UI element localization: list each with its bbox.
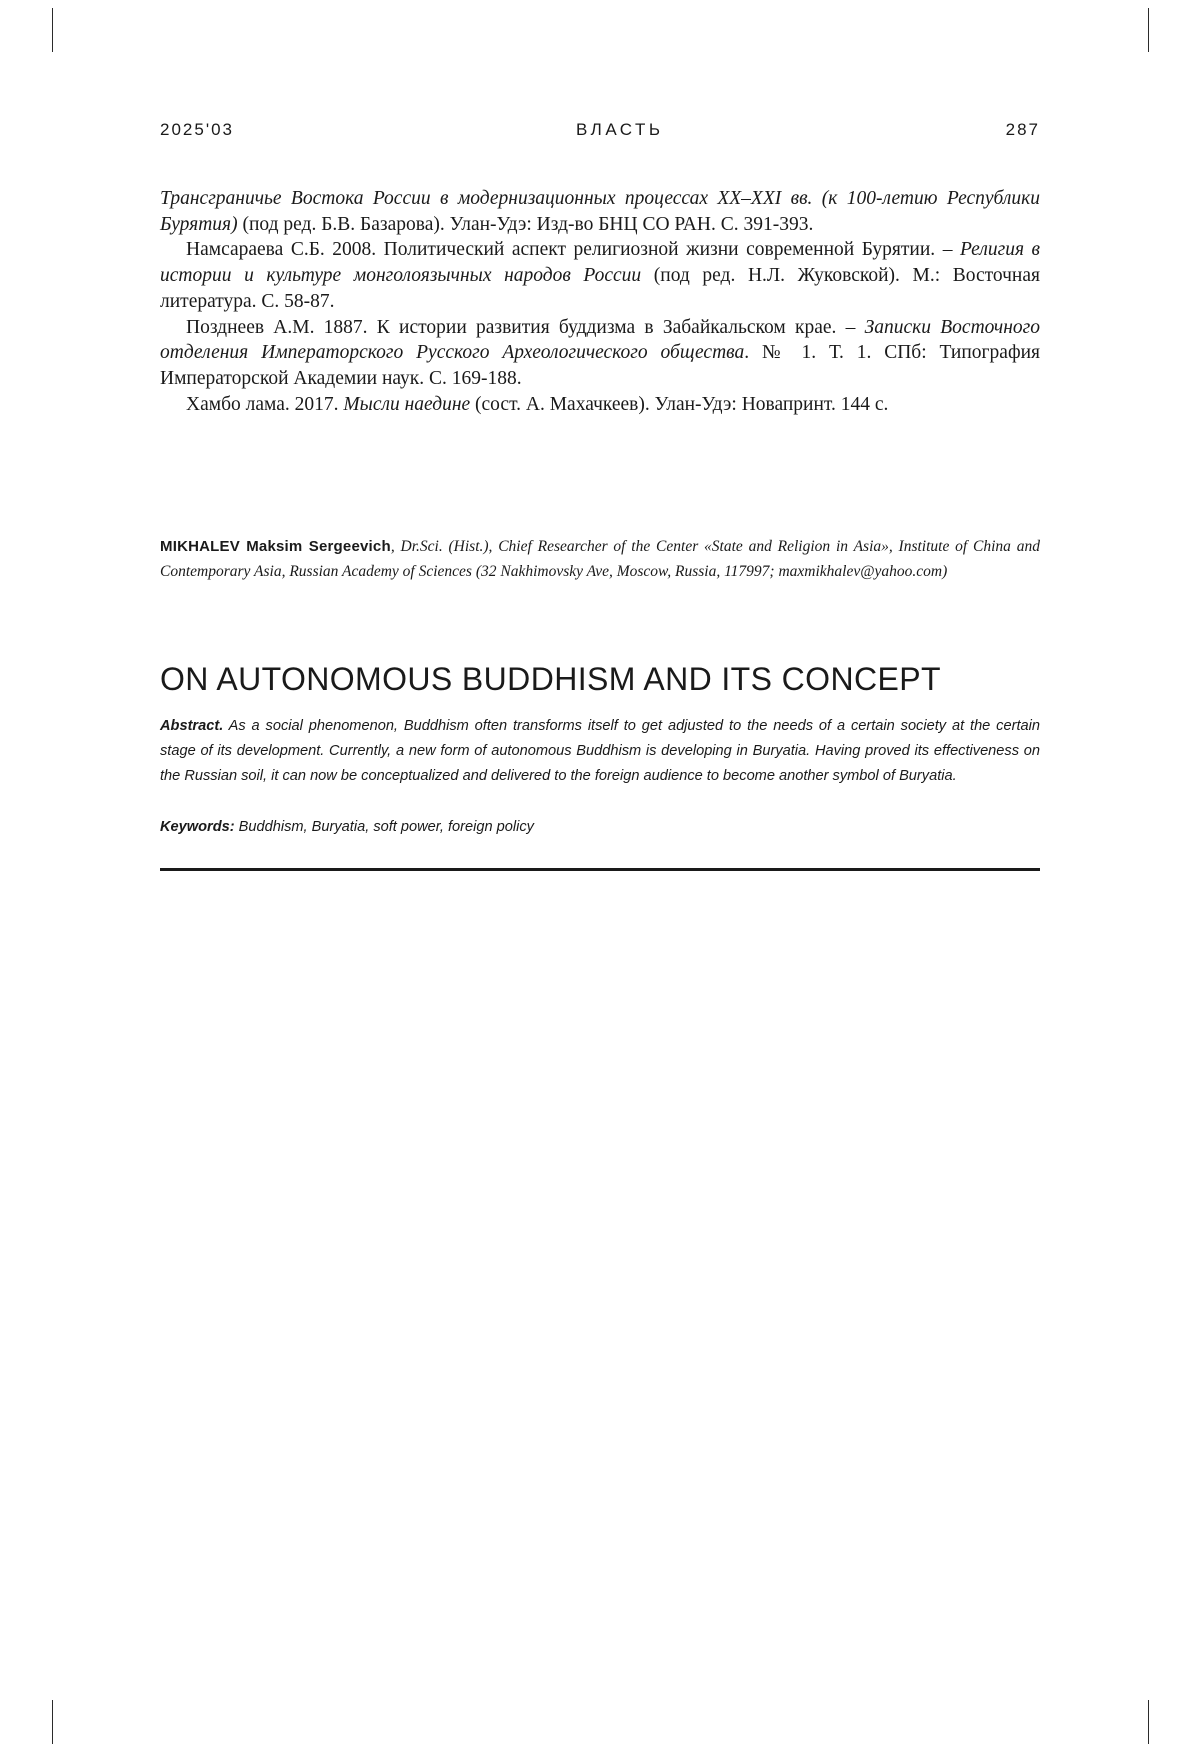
page-title: ON AUTONOMOUS BUDDHISM AND ITS CONCEPT <box>160 661 941 698</box>
abstract-block <box>160 714 1040 789</box>
page-content <box>160 0 1040 1750</box>
crop-mark-top-right <box>1148 8 1149 52</box>
reference-post: (сост. А. Махачкеев). Улан-Удэ: Новапринт. 144 с. <box>470 393 889 415</box>
reference-pre: Хамбо лама. 2017. <box>186 393 344 415</box>
author-name: MIKHALEV Maksim Sergeevich <box>160 538 391 555</box>
reference-pre: Намсараева С.Б. 2008. Политический аспект религиозной жизни современной Бурятии. – <box>186 239 960 261</box>
reference-post: . № 1. Т. 1. СПб: Типография Императорской Академии наук. С. 169-188. <box>160 342 1040 390</box>
page-number: 287 <box>1005 120 1040 139</box>
abstract-label: Abstract. <box>160 718 224 734</box>
issue-label: 2025'03 <box>160 120 234 139</box>
crop-mark-bottom-right <box>1148 1700 1149 1744</box>
reference-rest: (под ред. Б.В. Базарова). Улан-Удэ: Изд-во БНЦ СО РАН. С. 391-393. <box>237 213 814 235</box>
running-head <box>160 120 1040 140</box>
author-affiliation-note <box>160 534 1040 584</box>
reference-title-italic: Мысли наедине <box>343 393 471 415</box>
reference-title-italic: Религия в истории и культуре монголоязычных народов России <box>160 239 1041 287</box>
reference-pre: Позднеев А.М. 1887. К истории развития буддизма в Забайкальском крае. – <box>186 316 865 338</box>
crop-mark-bottom-left <box>52 1700 53 1744</box>
keywords-text: Buddhism, Buryatia, soft power, foreign policy <box>234 819 534 835</box>
reference-post: (под ред. Н.Л. Жуковской). М.: Восточная литература. С. 58-87. <box>160 265 1040 312</box>
list-item <box>160 237 1040 314</box>
reference-title-italic: Трансграничье Востока России в модернизационных процессах XX–XXI вв. (к 100-летию Республики Бурятия) <box>160 188 1040 235</box>
list-item <box>160 392 1040 418</box>
reference-list <box>160 186 1040 418</box>
abstract-text: As a social phenomenon, Buddhism often transforms itself to get adjusted to the needs of a certain society at the certain stage of its development. Currently, a new form of autonomous Buddhism is developing in Buryatia. Having proved its effectiveness on the Russian soil, it can now be conceptualized and delivered to the foreign audience to become another symbol of Buryatia. <box>160 718 1040 785</box>
author-details: , Dr.Sci. (Hist.), Chief Researcher of the Center «State and Religion in Asia», Institute of China and Contemporary Asia, Russian Academy of Sciences (32 Nakhimovsky Ave, Moscow, Russia, 117997; maxmikhalev@yahoo.com) <box>160 538 1040 581</box>
list-item <box>160 315 1040 392</box>
journal-title: ВЛАСТЬ <box>576 120 664 139</box>
keywords-label: Keywords: <box>160 819 235 835</box>
reference-title-italic: Записки Восточного отделения Императорского Русского Археологического общества <box>160 316 1040 364</box>
list-item <box>160 186 1040 237</box>
keywords-block <box>160 815 1040 840</box>
section-divider <box>160 868 1040 871</box>
crop-mark-top-left <box>52 8 53 52</box>
